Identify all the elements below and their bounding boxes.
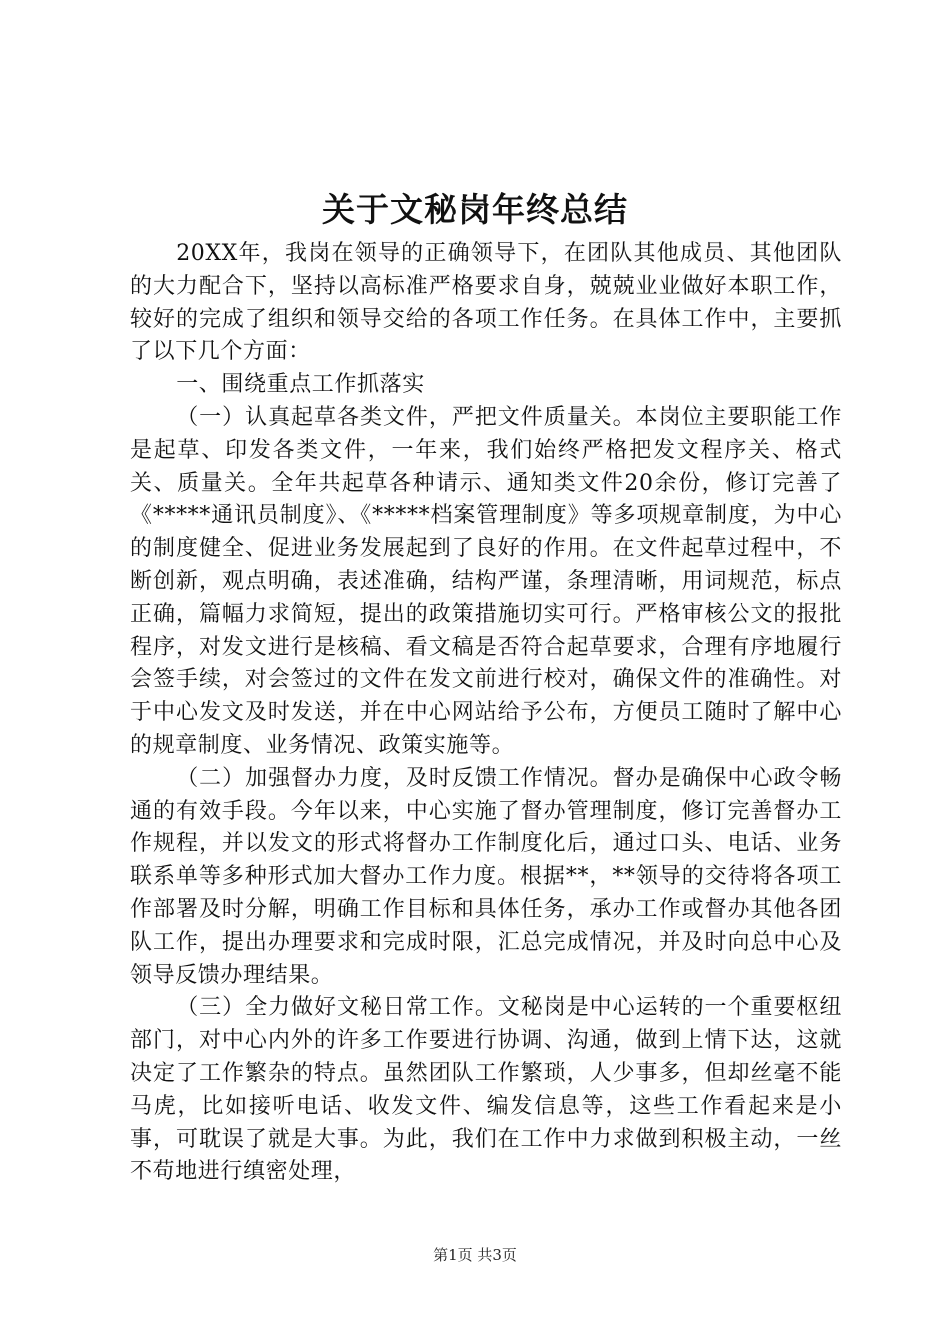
paragraph-intro: 20XX年，我岗在领导的正确领导下，在团队其他成员、其他团队的大力配合下，坚持以高标准严格要求自身，兢兢业业做好本职工作，较好的完成了组织和领导交给的各项工作任务。在具体工作中，主要抓了以下几个方面： xyxy=(130,241,842,365)
paragraph-item-3: （三）全力做好文秘日常工作。文秘岗是中心运转的一个重要枢纽部门，对中心内外的许多工作要进行协调、沟通，做到上情下达，这就决定了工作繁杂的特点。虽然团队工作繁琐，人少事多，但却丝毫不能马虎，比如接听电话、收发文件、编发信息等，这些工作看起来是小事，可耽误了就是大事。为此，我们在工作中力求做到积极主动，一丝不苟地进行缜密处理， xyxy=(130,995,842,1185)
document-body xyxy=(130,238,842,1189)
paragraph-item-2: （二）加强督办力度，及时反馈工作情况。督办是确保中心政令畅通的有效手段。今年以来，中心实施了督办管理制度，修订完善督办工作规程，并以发文的形式将督办工作制度化后，通过口头、电话、业务联系单等多种形式加大督办工作力度。根据**，**领导的交待将各项工作部署及时分解，明确工作目标和具体任务，承办工作或督办其他各团队工作，提出办理要求和完成时限，汇总完成情况，并及时向总中心及领导反馈办理结果。 xyxy=(130,765,842,988)
paragraph-item-1: （一）认真起草各类文件，严把文件质量关。本岗位主要职能工作是起草、印发各类文件，一年来，我们始终严格把发文程序关、格式关、质量关。全年共起草各种请示、通知类文件20余份，修订完善了《*****通讯员制度》、《*****档案管理制度》等多项规章制度，为中心的制度健全、促进业务发展起到了良好的作用。在文件起草过程中，不断创新，观点明确，表述准确，结构严谨，条理清晰，用词规范，标点正确，篇幅力求简短，提出的政策措施切实可行。严格审核公文的报批程序，对发文进行是核稿、看文稿是否符合起草要求，合理有序地履行会签手续，对会签过的文件在发文前进行校对，确保文件的准确性。对于中心发文及时发送，并在中心网站给予公布，方便员工随时了解中心的规章制度、业务情况、政策实施等。 xyxy=(130,404,842,758)
page-number-footer: 第1页 共3页 xyxy=(433,1246,517,1264)
document-title: 关于文秘岗年终总结 xyxy=(322,190,628,229)
section-heading-1: 一、围绕重点工作抓落实 xyxy=(176,372,425,398)
